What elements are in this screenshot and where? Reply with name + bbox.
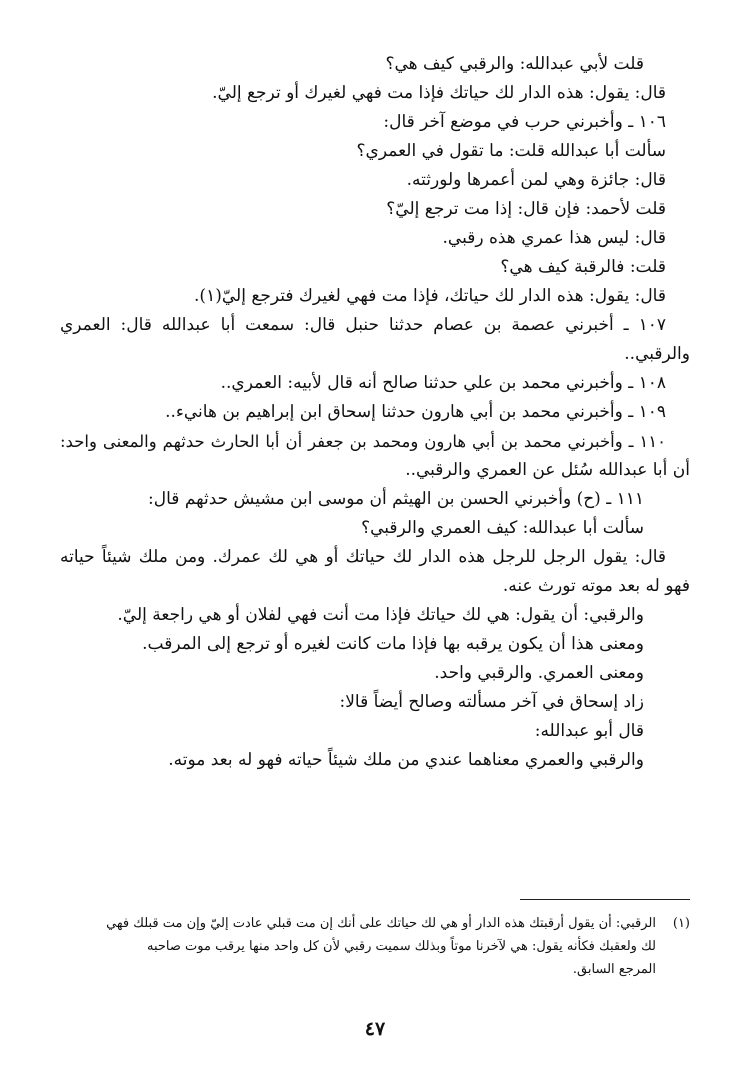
text-line: زاد إسحاق في آخر مسألته وصالح أيضاً قالا:	[339, 692, 644, 712]
text-line: والرقبي..	[624, 344, 690, 364]
text-line: ١١٠ ـ وأخبرني محمد بن أبي هارون ومحمد بن جعفر أن أبا الحارث حدثهم والمعنى واحد:	[60, 432, 666, 451]
text-line: قال: ليس هذا عمري هذه رقبي.	[442, 228, 666, 248]
text-line: ومعنى هذا أن يكون يرقبه بها فإذا مات كانت لغيره أو ترجع إلى المرقب.	[142, 634, 644, 654]
text-line: ومعنى العمري. والرقبي واحد.	[434, 663, 644, 683]
text-line: قلت: فالرقبة كيف هي؟	[500, 257, 666, 277]
footnote	[60, 912, 690, 981]
text-line: قال: يقول: هذه الدار لك حياتك، فإذا مت فهي لغيرك فترجع إليّ(١).	[194, 286, 666, 306]
text-line: ١١١ ـ (ح) وأخبرني الحسن بن الهيثم أن موسى ابن مشيش حدثهم قال:	[148, 489, 644, 509]
text-line: أن أبا عبدالله سُئل عن العمري والرقبي..	[405, 460, 690, 480]
text-line: قلت لأبي عبدالله: والرقبي كيف هي؟	[385, 54, 644, 74]
text-line: قال: جائزة وهي لمن أعمرها ولورثته.	[406, 170, 666, 190]
text-line: سألت أبا عبدالله قلت: ما تقول في العمري؟	[356, 141, 666, 161]
text-line: ١٠٦ ـ وأخبرني حرب في موضع آخر قال:	[383, 112, 666, 132]
footnote-separator	[520, 899, 690, 900]
text-line: ١٠٩ ـ وأخبرني محمد بن أبي هارون حدثنا إسحاق ابن إبراهيم بن هانيء..	[165, 402, 666, 422]
footnote-number: (١)	[672, 916, 690, 931]
text-line: قال أبو عبدالله:	[534, 721, 644, 741]
text-line: قلت لأحمد: فإن قال: إذا مت ترجع إليّ؟	[386, 199, 666, 219]
footnote-line: المرجع السابق.	[572, 962, 656, 977]
page-number: ٤٧	[364, 1018, 386, 1040]
footnote-line: الرقبي: أن يقول أرقبتك هذه الدار أو هي لك حياتك على أنك إن مت قبلي عادت إليّ وإن مت قبلك فهي	[106, 916, 656, 931]
text-line: ١٠٨ ـ وأخبرني محمد بن علي حدثنا صالح أنه قال لأبيه: العمري..	[220, 373, 666, 393]
footnote-line: لك ولعقبك فكأنه يقول: هي لآخرنا موتاً وبذلك سميت رقبي لأن كل واحد منها يرقب موت صاحبه	[146, 939, 656, 954]
text-line: قال: يقول: هذه الدار لك حياتك فإذا مت فهي لغيرك أو ترجع إليّ.	[212, 83, 666, 103]
text-line: سألت أبا عبدالله: كيف العمري والرقبي؟	[361, 518, 644, 538]
text-line: ١٠٧ ـ أخبرني عصمة بن عصام حدثنا حنبل قال: سمعت أبا عبدالله قال: العمري	[60, 315, 666, 335]
main-text	[60, 50, 690, 775]
text-line: والرقبي: أن يقول: هي لك حياتك فإذا مت أنت فهي لفلان أو هي راجعة إليّ.	[117, 605, 644, 625]
text-line: فهو له بعد موته تورث عنه.	[502, 576, 690, 596]
text-line: والرقبي والعمري معناهما عندي من ملك شيئاً حياته فهو له بعد موته.	[168, 750, 644, 770]
text-line: قال: يقول الرجل للرجل هذه الدار لك حياتك أو هي لك عمرك. ومن ملك شيئاً حياته	[60, 547, 666, 567]
